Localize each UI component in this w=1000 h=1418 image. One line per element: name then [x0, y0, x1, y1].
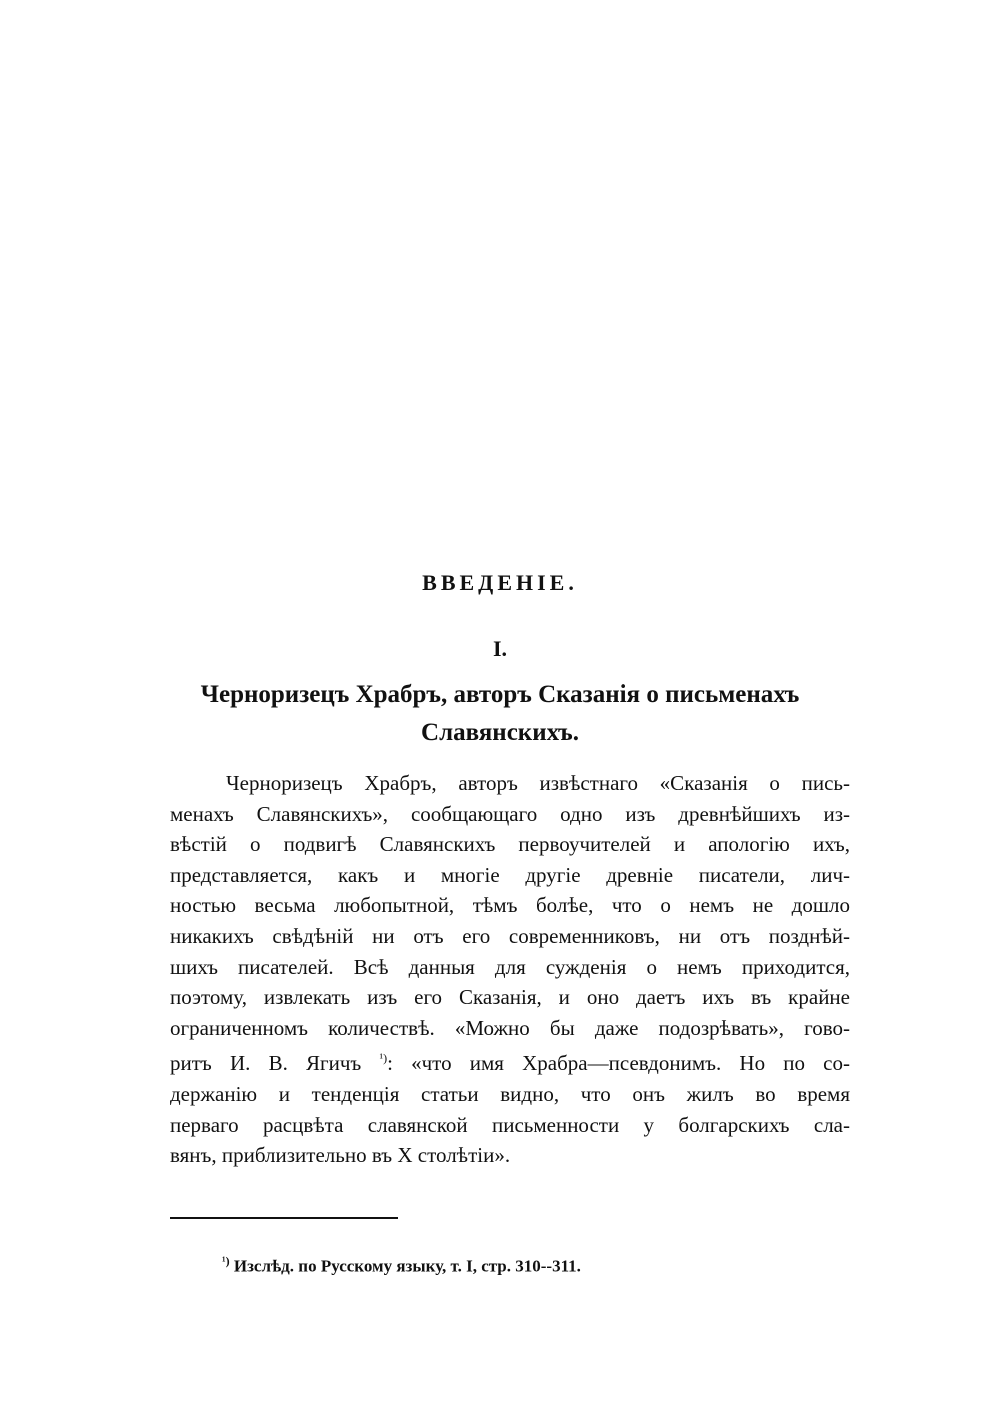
body-line: перваго расцвѣта славянской письменности у болгарскихъ сла- — [170, 1112, 850, 1137]
chapter-title — [160, 676, 840, 752]
body-line-part: ритъ И. В. Ягичъ — [170, 1051, 362, 1076]
section-number: I. — [492, 636, 508, 661]
body-line-with-footnote-ref: ритъ И. В. Ягичъ $^{^1)}$: «что имя Храбра—псевдонимъ. Но по со- — [170, 1051, 850, 1076]
body-line: шихъ писателей. Всѣ данныя для сужденія о немъ приходится, — [170, 954, 850, 979]
footnote-reference-mark: ¹) — [379, 1051, 388, 1066]
body-line: поэтому, извлекать изъ его Сказанія, и оно даетъ ихъ въ крайне — [170, 985, 850, 1010]
body-line: никакихъ свѣдѣній ни отъ его современниковъ, ни отъ позднѣй- — [170, 923, 850, 948]
body-line: ограниченномъ количествѣ. «Можно бы даже подозрѣвать», гово- — [170, 1015, 850, 1040]
body-line: вѣстій о подвигѣ Славянскихъ первоучителей и апологію ихъ, — [170, 832, 850, 857]
body-line: держанію и тенденція статьи видно, что онъ жилъ во время — [170, 1081, 850, 1106]
introduction-heading: ВВЕДЕНІЕ. — [422, 570, 578, 595]
footnote-marker: ¹) — [222, 1254, 230, 1268]
body-line: Черноризецъ Храбръ, авторъ извѣстнаго «Сказанія о пись- — [226, 771, 850, 795]
chapter-title-line-1: Черноризецъ Храбръ, авторъ Сказанія о письменахъ — [200, 681, 800, 708]
body-line: менахъ Славянскихъ», сообщающаго одно изъ древнѣйшихъ из- — [170, 801, 850, 826]
body-line: представляется, какъ и многіе другіе древніе писатели, лич- — [170, 862, 850, 887]
footnote-divider — [170, 1217, 398, 1219]
chapter-title-line-2: Славянскихъ. — [421, 719, 579, 746]
body-line-part: «что имя Храбра—псевдонимъ. Но по со- — [411, 1051, 850, 1076]
footnote — [222, 1254, 581, 1277]
footnote-text: Изслѣд. по Русскому языку, т. I, стр. 310--311. — [233, 1256, 581, 1276]
body-paragraph — [170, 768, 850, 1171]
body-line: вянъ, приблизительно въ X столѣтіи». — [170, 1143, 511, 1168]
body-line: ностью весьма любопытной, тѣмъ болѣе, что о немъ не дошло — [170, 893, 850, 918]
